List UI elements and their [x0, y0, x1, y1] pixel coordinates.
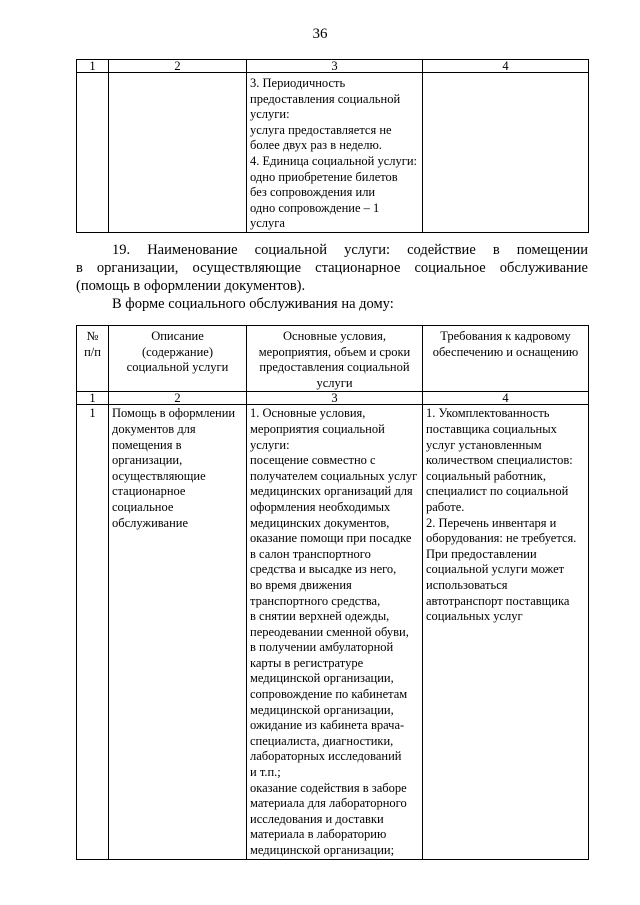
header-line: предоставления социальной: [259, 360, 410, 375]
service-form-heading: В форме социального обслуживания на дому:: [112, 296, 394, 312]
text-line: услуг установленным: [426, 437, 542, 452]
col-number-4: 4: [423, 60, 589, 73]
text-line: стационарное: [112, 484, 186, 499]
header-line: Требования к кадровому: [440, 329, 571, 343]
header-row: [77, 326, 589, 392]
text-line: оказание содействия в заборе: [250, 780, 407, 795]
text-line: автотранспорт поставщика: [426, 593, 570, 608]
col-number-4: 4: [423, 392, 589, 405]
text-line: и т.п.;: [250, 765, 281, 780]
text-line: 4. Единица социальной услуги:: [250, 153, 418, 168]
col-number-2: 2: [109, 392, 247, 405]
table-row: [77, 405, 589, 859]
text-line: организации,: [112, 453, 183, 468]
paragraph-line: в организации, осуществляющие стационарное социальное обслуживание: [76, 260, 588, 276]
text-line: транспортного средства,: [250, 593, 381, 608]
paragraph-line: 19. Наименование социальной услуги: содействие в помещении: [112, 242, 588, 258]
text-line: медицинской организации,: [250, 702, 394, 717]
header-requirements: [423, 326, 589, 392]
requirements-cell: [423, 405, 589, 859]
header-line: №: [86, 329, 99, 343]
page-number: 36: [312, 26, 328, 42]
text-line: поставщика социальных: [426, 421, 557, 436]
text-line: материала в лабораторию: [250, 827, 387, 842]
text-line: услуга: [250, 216, 285, 231]
text-line: социальный работник,: [426, 468, 546, 483]
header-line: Основные условия,: [283, 329, 386, 343]
header-description: [109, 326, 247, 392]
text-line: одно сопровождение – 1: [250, 200, 380, 215]
cell-empty: [77, 73, 109, 233]
text-line: количеством специалистов:: [426, 453, 573, 468]
text-line: 3. Периодичность: [250, 76, 346, 90]
service-name-cell: [109, 405, 247, 859]
text-line: социальной услуги может: [426, 562, 565, 577]
text-line: социальных услуг: [426, 609, 523, 624]
col-number-1: 1: [77, 60, 109, 73]
header-conditions: [247, 326, 423, 392]
text-line: без сопровождения или: [250, 185, 376, 200]
text-line: услуга предоставляется не: [250, 122, 392, 137]
column-number-row: [77, 392, 589, 405]
text-line: специалиста, диагностики,: [250, 733, 394, 748]
col-number-2: 2: [109, 60, 247, 73]
text-line: посещение совместно с: [250, 453, 376, 468]
text-line: 2. Перечень инвентаря и: [426, 515, 557, 530]
header-line: (содержание): [141, 344, 214, 359]
text-line: лабораторных исследований: [250, 749, 402, 764]
cell-empty: [423, 73, 589, 233]
text-line: 1. Основные условия,: [250, 406, 366, 421]
text-line: обслуживание: [112, 515, 189, 530]
text-line: При предоставлении: [426, 546, 537, 561]
text-line: ожидание из кабинета врача-: [250, 718, 405, 733]
text-line: сопровождение по кабинетам: [250, 687, 408, 702]
header-line: Описание: [151, 329, 204, 343]
text-line: осуществляющие: [112, 468, 206, 483]
table-row: [77, 73, 589, 233]
text-line: мероприятия социальной: [250, 421, 385, 436]
text-line: работе.: [426, 499, 465, 514]
text-line: оформления необходимых: [250, 499, 391, 514]
text-line: оборудования: не требуется.: [426, 531, 577, 546]
header-line: п/п: [84, 344, 101, 359]
text-line: средства и высадке из него,: [250, 562, 397, 577]
text-line: медицинской организации;: [250, 843, 395, 857]
text-line: документов для: [112, 421, 196, 436]
conditions-cell: [247, 405, 423, 859]
text-line: использоваться: [426, 577, 508, 592]
text-line: медицинской организации,: [250, 671, 394, 686]
conditions-cell: [247, 73, 423, 233]
col-number-3: 3: [247, 60, 423, 73]
text-line: социальное: [112, 499, 174, 514]
text-line: предоставления социальной: [250, 91, 401, 106]
col-number-1: 1: [77, 392, 109, 405]
text-line: в получении амбулаторной: [250, 640, 394, 655]
header-line: услуги: [316, 375, 353, 390]
text-line: материала для лабораторного: [250, 796, 407, 811]
text-line: карты в регистратуре: [250, 655, 364, 670]
text-line: специалист по социальной: [426, 484, 569, 499]
header-line: социальной услуги: [126, 360, 229, 375]
text-line: помещения в: [112, 437, 182, 452]
text-line: 1. Укомплектованность: [426, 406, 550, 421]
text-line: оказание помощи при посадке: [250, 531, 412, 546]
text-line: в салон транспортного: [250, 546, 371, 561]
text-line: переодевании сменной обуви,: [250, 624, 409, 639]
text-line: более двух раз в неделю.: [250, 138, 382, 153]
col-number-3: 3: [247, 392, 423, 405]
text-line: медицинских организаций для: [250, 484, 413, 499]
text-line: услуги:: [250, 107, 290, 122]
row-number: 1: [77, 405, 109, 859]
continuation-table: [76, 59, 589, 233]
text-line: услуги:: [250, 437, 290, 452]
text-line: Помощь в оформлении: [112, 406, 236, 421]
text-line: медицинских документов,: [250, 515, 390, 530]
text-line: получателем социальных услуг: [250, 468, 418, 483]
text-line: во время движения: [250, 577, 352, 592]
header-line: обеспечению и оснащению: [432, 344, 579, 359]
header-line: мероприятия, объем и сроки: [258, 344, 411, 359]
service-description-paragraph: [76, 241, 588, 313]
header-number: [77, 326, 109, 392]
paragraph-line: (помощь в оформлении документов).: [76, 278, 306, 294]
column-number-row: [77, 60, 589, 73]
text-line: в снятии верхней одежды,: [250, 609, 390, 624]
text-line: исследования и доставки: [250, 811, 384, 826]
service-table: [76, 325, 589, 860]
cell-empty: [109, 73, 247, 233]
text-line: одно приобретение билетов: [250, 169, 398, 184]
